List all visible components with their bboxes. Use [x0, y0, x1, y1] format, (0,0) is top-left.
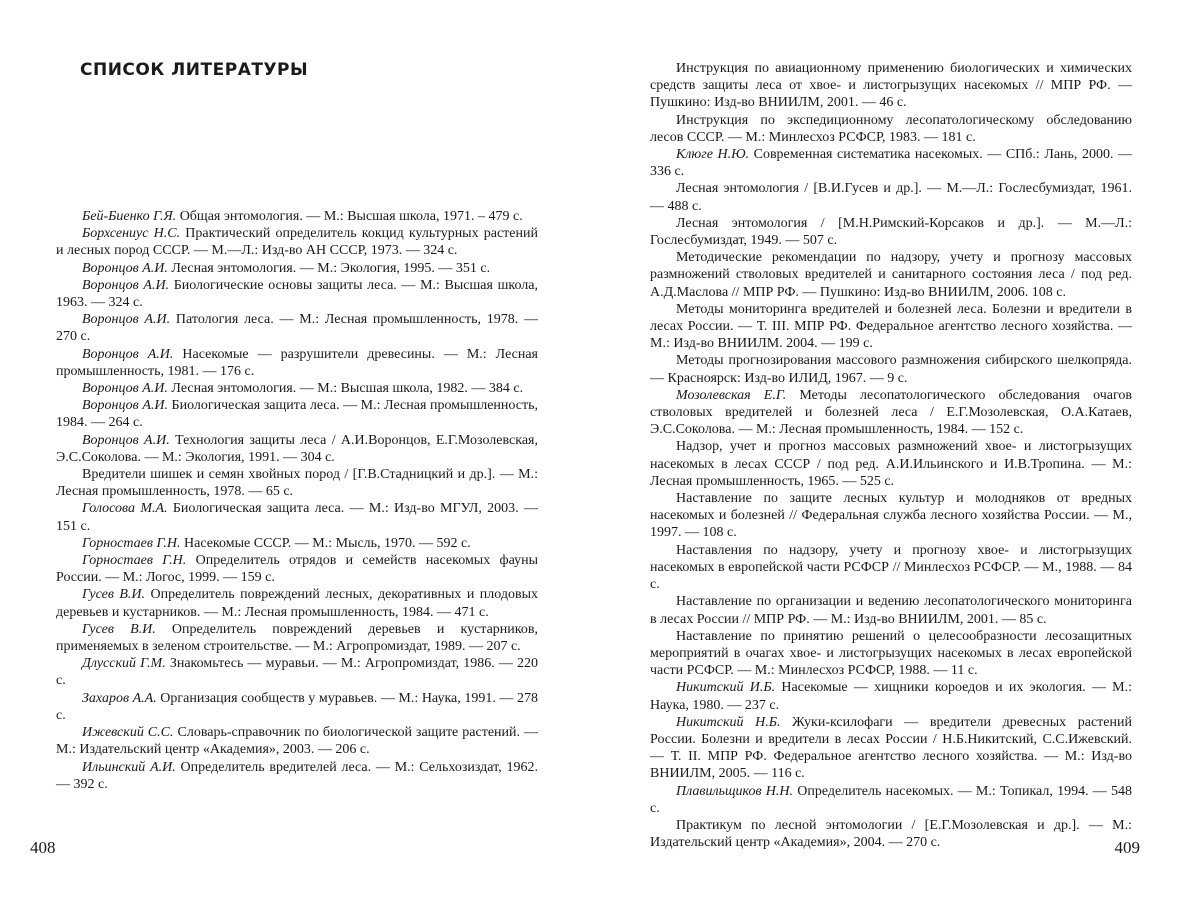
reference-entry [650, 215, 1132, 249]
reference-entry [56, 759, 538, 793]
reference-text: Биологическая защита леса. — М.: Изд-во МГУЛ, 2003. — 151 с. [56, 501, 538, 534]
reference-entry [650, 679, 1132, 713]
reference-entry [56, 724, 538, 758]
reference-entry [650, 180, 1132, 214]
reference-text: Определитель отрядов и семейств насекомых фауны России. — М.: Логос, 1999. — 159 с. [56, 553, 538, 586]
reference-entry [56, 500, 538, 534]
reference-entry [56, 552, 538, 586]
reference-entry [650, 387, 1132, 439]
reference-text: Наставление по принятию решений о целесообразности лесозащитных мероприятий в очагах хвое- и листогрызущих насекомых в лесах европейской части РСФСР. — М.: Минлесхоз РСФСР, 1988. — 11 с. [650, 628, 1132, 679]
right-page [600, 0, 1200, 924]
reference-entry [650, 817, 1132, 851]
reference-entry [56, 621, 538, 655]
reference-entry [650, 352, 1132, 386]
reference-entry [650, 593, 1132, 627]
reference-author: Длусский Г.М. [82, 656, 166, 672]
reference-entry [56, 586, 538, 620]
reference-text: Практический определитель кокцид культурных растений и лесных пород СССР. — М.—Л.: Изд-во АН СССР, 1973. — 324 с. [56, 226, 538, 259]
reference-entry [650, 714, 1132, 783]
reference-entry [56, 260, 538, 277]
reference-entry [650, 146, 1132, 180]
reference-author: Гусев В.И. [82, 621, 156, 637]
reference-text: Инструкция по экспедиционному лесопатологическому обследованию лесов СССР. — М.: Минлесхоз РСФСР, 1983. — 181 с. [650, 112, 1132, 145]
reference-text: Вредители шишек и семян хвойных пород / [Г.В.Стадницкий и др.]. — М.: Лесная промышленность, 1978. — 65 с. [56, 467, 538, 500]
reference-author: Голосова М.А. [82, 501, 168, 517]
reference-text: Словарь-справочник по биологической защите растений. — М.: Издательский центр «Академия», 2003. — 206 с. [56, 725, 538, 758]
reference-text: Методические рекомендации по надзору, учету и прогнозу массовых размножений стволовых вредителей и санитарного состояния леса / под ред. А.Д.Маслова // МПР РФ. — Пушкино: Изд-во ВНИИЛМ, 2006. 108 с. [650, 250, 1132, 300]
page-number-right: 409 [1114, 838, 1140, 857]
reference-text: Биологические основы защиты леса. — М.: Высшая школа, 1963. — 324 с. [56, 277, 538, 311]
reference-text: Жуки-ксилофаги — вредители древесных растений России. Болезни и вредители в лесах России / Н.Б.Никитский, С.С.Ижевский. — Т. II. МПР РФ. Федеральное агентство лесного хозяйства. — М.: Изд-во ВНИИЛМ, 2005. — 116 с. [650, 714, 1132, 782]
reference-author: Клюге Н.Ю. [676, 147, 750, 163]
reference-author: Борхсениус Н.С. [82, 226, 181, 242]
reference-entry [650, 542, 1132, 594]
reference-author: Бей-Биенко Г.Я. [82, 209, 177, 224]
reference-text: Насекомые — разрушители древесины. — М.: Лесная промышленность, 1981. — 176 с. [56, 346, 538, 379]
reference-text: Знакомьтесь — муравьи. — М.: Агропромиздат, 1986. — 220 с. [56, 656, 538, 689]
reference-entry [56, 535, 538, 552]
reference-text: Инструкция по авиационному применению биологических и химических средств защиты леса от хвое- и листогрызущих насекомых // МПР РФ. — Пушкино: Изд-во ВНИИЛМ, 2001. — 46 с. [650, 61, 1132, 111]
reference-entry [650, 490, 1132, 542]
reference-entry [56, 208, 538, 225]
reference-entry [650, 628, 1132, 680]
reference-text: Насекомые — хищники короедов и их экология. — М.: Наука, 1980. — 237 с. [650, 680, 1132, 713]
reference-entry [56, 311, 538, 345]
reference-entry [56, 690, 538, 724]
reference-entry [56, 380, 538, 397]
reference-author: Плавильщиков Н.Н. [676, 783, 794, 799]
reference-text: Патология леса. — М.: Лесная промышленность, 1978. — 270 с. [56, 312, 538, 345]
reference-author: Ижевский С.С. [82, 725, 174, 741]
reference-text: Определитель насекомых. — М.: Топикал, 1994. — 548 с. [650, 783, 1132, 816]
reference-author: Ильинский А.И. [82, 759, 176, 775]
reference-author: Горностаев Г.Н. [82, 553, 187, 569]
reference-author: Горностаев Г.Н. [82, 535, 181, 551]
reference-entry [56, 655, 538, 689]
reference-entry [650, 112, 1132, 146]
reference-entry [56, 225, 538, 259]
reference-entry [56, 432, 538, 466]
reference-text: Наставление по организации и ведению лесопатологического мониторинга в лесах России // МПР РФ. — М.: Изд-во ВНИИЛМ, 2001. — 85 с. [650, 594, 1132, 627]
reference-text: Надзор, учет и прогноз массовых размножений хвое- и листогрызущих насекомых в лесах СССР / под ред. А.И.Ильинского и И.В.Тропина. — М.: Лесная промышленность, 1965. — 525 с. [650, 439, 1132, 489]
reference-text: Технология защиты леса / А.И.Воронцов, Е.Г.Мозолевская, Э.С.Соколова. — М.: Экология, 1991. — 304 с. [56, 432, 538, 465]
reference-text: Насекомые СССР. — М.: Мысль, 1970. — 592 с. [180, 535, 471, 551]
reference-entry [56, 346, 538, 380]
reference-author: Никитский Н.Б. [676, 714, 781, 730]
reference-text: Наставления по надзору, учету и прогнозу хвое- и листогрызущих насекомых в европейской части РСФСР // Минлесхоз РСФСР. — М., 1988. — 84 с. [650, 542, 1132, 593]
reference-entry [650, 301, 1132, 353]
reference-text: Лесная энтомология / [В.И.Гусев и др.]. — М.—Л.: Гослесбумиздат, 1961. — 488 с. [650, 181, 1132, 214]
reference-author: Воронцов А.И. [82, 312, 171, 328]
reference-entry [650, 438, 1132, 490]
reference-text: Лесная энтомология. — М.: Экология, 1995. — 351 с. [167, 260, 491, 276]
reference-text: Методы лесопатологического обследования очагов стволовых вредителей и болезней леса / Е.Г.Мозолевская, О.А.Катаев, Э.С.Соколова. — М.: Лесная промышленность, 1984. — 152 с. [650, 387, 1132, 438]
reference-text: Биологическая защита леса. — М.: Лесная промышленность, 1984. — 264 с. [56, 398, 538, 431]
reference-text: Определитель вредителей леса. — М.: Сельхозиздат, 1962. — 392 с. [56, 759, 538, 792]
reference-text: Лесная энтомология / [М.Н.Римский-Корсаков и др.]. — М.—Л.: Гослесбумиздат, 1949. — 507 с. [650, 215, 1132, 249]
reference-author: Воронцов А.И. [82, 432, 170, 448]
reference-author: Воронцов А.И. [82, 260, 168, 276]
reference-text: Методы мониторинга вредителей и болезней леса. Болезни и вредители в лесах России. — Т. III. МПР РФ. Федеральное агентство лесного хозяйства. — М.: Изд-во ВНИИЛМ. 2004. — 199 с. [650, 301, 1132, 352]
page-title: СПИСОК ЛИТЕРАТУРЫ [80, 60, 309, 80]
reference-entry [650, 249, 1132, 301]
reference-author: Мозолевская Е.Г. [676, 387, 787, 403]
reference-text: Лесная энтомология. — М.: Высшая школа, 1982. — 384 с. [167, 381, 524, 397]
reference-author: Никитский И.Б. [676, 680, 776, 696]
reference-entry [56, 397, 538, 431]
reference-author: Гусев В.И. [82, 587, 146, 603]
page-number-left: 408 [30, 838, 56, 857]
reference-list-left [56, 208, 538, 793]
reference-author: Воронцов А.И. [82, 381, 168, 397]
reference-text: Современная систематика насекомых. — СПб.: Лань, 2000. — 336 с. [650, 147, 1132, 180]
reference-entry [56, 277, 538, 311]
reference-author: Воронцов А.И. [82, 346, 174, 362]
reference-text: Определитель повреждений лесных, декоративных и плодовых деревьев и кустарников. — М.: Лесная промышленность, 1984. — 471 с. [56, 587, 538, 620]
reference-text: Практикум по лесной энтомологии / [Е.Г.Мозолевская и др.]. — М.: Издательский центр «Академия», 2004. — 270 с. [650, 817, 1132, 851]
reference-text: Общая энтомология. — М.: Высшая школа, 1971. – 479 с. [176, 209, 523, 224]
reference-text: Определитель повреждений деревьев и кустарников, применяемых в зеленом строительстве. — М.: Агропромиздат, 1989. — 207 с. [56, 621, 538, 655]
reference-list-right [650, 60, 1132, 851]
reference-entry [650, 60, 1132, 112]
reference-author: Захаров А.А. [82, 690, 157, 706]
reference-entry [56, 466, 538, 500]
reference-entry [650, 783, 1132, 817]
reference-author: Воронцов А.И. [82, 277, 170, 293]
reference-text: Методы прогнозирования массового размножения сибирского шелкопряда. — Красноярск: Изд-во ИЛИД, 1967. — 9 с. [650, 353, 1132, 386]
reference-author: Воронцов А.И. [82, 398, 168, 414]
reference-text: Наставление по защите лесных культур и молодняков от вредных насекомых и болезней // Федеральная служба лесного хозяйства России. — М., 1997. — 108 с. [650, 491, 1132, 541]
reference-text: Организация сообществ у муравьев. — М.: Наука, 1991. — 278 с. [56, 690, 538, 723]
